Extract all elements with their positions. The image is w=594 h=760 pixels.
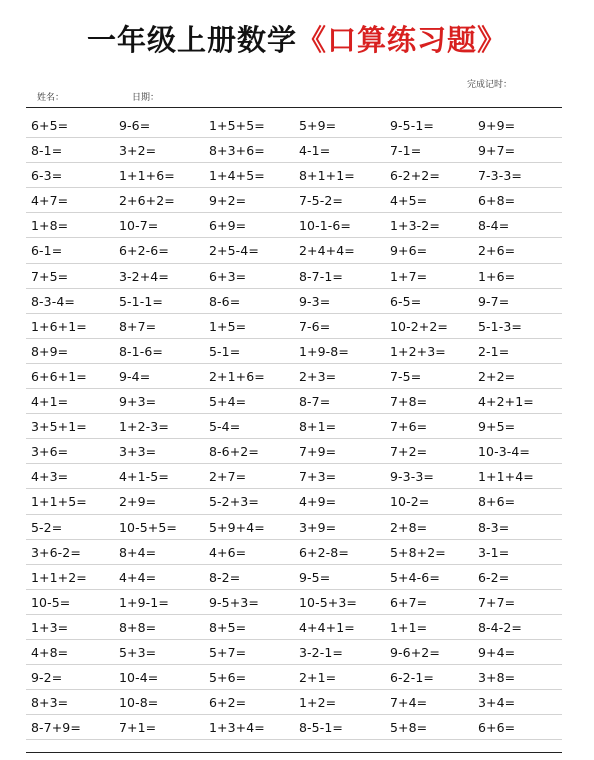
problem-cell: 10-2+2= (390, 318, 448, 334)
problem-cell: 5-2= (31, 519, 63, 535)
problem-cell: 1+2-3= (119, 419, 169, 435)
problem-cell: 8-3-4= (31, 293, 75, 309)
problem-row (26, 565, 562, 590)
problem-cell: 7+1= (119, 720, 157, 736)
problem-cell: 2+3= (299, 368, 337, 384)
problem-row (26, 339, 562, 364)
problem-cell: 9+9= (478, 118, 516, 133)
problem-cell: 4+4= (119, 569, 157, 585)
problem-row (26, 389, 562, 414)
problem-row (26, 264, 562, 289)
problem-cell: 9-5+3= (209, 594, 259, 610)
problem-row (26, 439, 562, 464)
header-divider (26, 107, 562, 108)
problem-cell: 8-1= (31, 143, 63, 159)
problem-cell: 6-2= (478, 569, 510, 585)
footer-divider (26, 752, 562, 753)
problem-cell: 5+7= (209, 644, 247, 660)
problem-cell: 5+4= (209, 394, 247, 410)
problem-cell: 6-3= (31, 168, 63, 184)
problem-row (26, 364, 562, 389)
problem-cell: 4+8= (31, 644, 69, 660)
problem-cell: 9+7= (478, 143, 516, 159)
problem-row (26, 615, 562, 640)
problem-cell: 6+8= (478, 193, 516, 209)
problem-cell: 6+3= (209, 268, 247, 284)
problem-cell: 8-3= (478, 519, 510, 535)
problem-cell: 7+6= (390, 419, 428, 435)
problem-cell: 1+1= (390, 619, 428, 635)
problem-cell: 2+5-4= (209, 243, 259, 259)
problem-cell: 9+4= (478, 644, 516, 660)
problem-cell: 4+2+1= (478, 394, 534, 410)
problem-row (26, 163, 562, 188)
problem-cell: 1+6= (478, 268, 516, 284)
problem-row (26, 213, 562, 238)
problem-cell: 8-7+9= (31, 720, 81, 736)
problem-row (26, 314, 562, 339)
problem-cell: 9-6= (119, 118, 151, 133)
problem-cell: 9+3= (119, 394, 157, 410)
problem-cell: 5-2+3= (209, 494, 259, 510)
problem-cell: 5+8= (390, 720, 428, 736)
problem-cell: 1+4+5= (209, 168, 265, 184)
problem-cell: 2+6= (478, 243, 516, 259)
problem-row (26, 590, 562, 615)
problem-cell: 9+2= (209, 193, 247, 209)
problem-cell: 10-2= (390, 494, 430, 510)
problem-cell: 2+1= (299, 670, 337, 686)
problem-cell: 4+9= (299, 494, 337, 510)
problem-cell: 5-1-3= (478, 318, 522, 334)
problem-cell: 1+9-8= (299, 343, 349, 359)
problem-cell: 6-5= (390, 293, 422, 309)
problem-cell: 8+7= (119, 318, 157, 334)
problem-cell: 5+4-6= (390, 569, 440, 585)
timer-label: 完成记时： (467, 80, 513, 90)
problem-cell: 6+7= (390, 594, 428, 610)
problem-cell: 8-6+2= (209, 444, 259, 460)
problem-grid (26, 113, 562, 740)
problem-cell: 7+5= (31, 268, 69, 284)
problem-cell: 6+5= (31, 118, 69, 133)
problem-cell: 5+9= (299, 118, 337, 133)
problem-cell: 10-7= (119, 218, 159, 234)
problem-cell: 7+2= (390, 444, 428, 460)
problem-cell: 3+6= (31, 444, 69, 460)
problem-cell: 4+1= (31, 394, 69, 410)
problem-cell: 2+2= (478, 368, 516, 384)
problem-row (26, 113, 562, 138)
problem-cell: 6+2-8= (299, 544, 349, 560)
problem-cell: 1+8= (31, 218, 69, 234)
problem-cell: 5+9+4= (209, 519, 265, 535)
problem-cell: 10-5= (31, 594, 71, 610)
problem-cell: 7-6= (299, 318, 331, 334)
problem-cell: 8+3= (31, 695, 69, 711)
problem-cell: 3+5+1= (31, 419, 87, 435)
problem-cell: 2+8= (390, 519, 428, 535)
problem-row (26, 289, 562, 314)
page-title (0, 18, 594, 59)
problem-cell: 7-3-3= (478, 168, 522, 184)
title-highlight: 《口算练习题》 (297, 23, 508, 57)
problem-cell: 6-2-1= (390, 670, 434, 686)
problem-cell: 4+7= (31, 193, 69, 209)
problem-cell: 7+9= (299, 444, 337, 460)
problem-cell: 5-1= (209, 343, 241, 359)
problem-cell: 8+9= (31, 343, 69, 359)
problem-row (26, 138, 562, 163)
problem-cell: 8-7-1= (299, 268, 343, 284)
problem-cell: 5+6= (209, 670, 247, 686)
problem-cell: 5-4= (209, 419, 241, 435)
problem-cell: 9-6+2= (390, 644, 440, 660)
problem-cell: 10-5+3= (299, 594, 357, 610)
problem-cell: 10-4= (119, 670, 159, 686)
problem-cell: 6+2= (209, 695, 247, 711)
problem-cell: 9-3= (299, 293, 331, 309)
problem-cell: 8+4= (119, 544, 157, 560)
problem-row (26, 640, 562, 665)
problem-cell: 2+9= (119, 494, 157, 510)
problem-cell: 9-2= (31, 670, 63, 686)
problem-cell: 8-4= (478, 218, 510, 234)
problem-cell: 8+8= (119, 619, 157, 635)
problem-cell: 6+9= (209, 218, 247, 234)
problem-cell: 10-8= (119, 695, 159, 711)
problem-cell: 2+4+4= (299, 243, 355, 259)
title-main: 一年级上册数学 (86, 23, 297, 57)
problem-cell: 9-3-3= (390, 469, 434, 485)
problem-cell: 9+6= (390, 243, 428, 259)
name-label: 姓名： (37, 93, 65, 103)
problem-cell: 6-2+2= (390, 168, 440, 184)
problem-row (26, 414, 562, 439)
problem-cell: 3+3= (119, 444, 157, 460)
problem-row (26, 464, 562, 489)
problem-cell: 10-5+5= (119, 519, 177, 535)
problem-row (26, 238, 562, 263)
problem-cell: 7-5-2= (299, 193, 343, 209)
problem-cell: 8+6= (478, 494, 516, 510)
problem-cell: 8+5= (209, 619, 247, 635)
problem-cell: 1+1+6= (119, 168, 175, 184)
problem-row (26, 715, 562, 740)
problem-cell: 8-2= (209, 569, 241, 585)
problem-cell: 8-7= (299, 394, 331, 410)
problem-cell: 3+6-2= (31, 544, 81, 560)
problem-cell: 10-3-4= (478, 444, 531, 460)
problem-cell: 7-5= (390, 368, 422, 384)
problem-row (26, 188, 562, 213)
problem-cell: 3+9= (299, 519, 337, 535)
problem-cell: 6+6= (478, 720, 516, 736)
problem-cell: 3+4= (478, 695, 516, 711)
problem-cell: 5+8+2= (390, 544, 446, 560)
problem-cell: 6+6+1= (31, 368, 87, 384)
problem-cell: 1+1+5= (31, 494, 87, 510)
problem-row (26, 690, 562, 715)
problem-cell: 1+7= (390, 268, 428, 284)
problem-cell: 4+4+1= (299, 619, 355, 635)
problem-cell: 2+6+2= (119, 193, 175, 209)
problem-cell: 1+3= (31, 619, 69, 635)
problem-cell: 1+3-2= (390, 218, 440, 234)
problem-cell: 5+3= (119, 644, 157, 660)
problem-row (26, 489, 562, 514)
problem-cell: 4+5= (390, 193, 428, 209)
problem-cell: 1+6+1= (31, 318, 87, 334)
problem-cell: 9+5= (478, 419, 516, 435)
problem-cell: 4-1= (299, 143, 331, 159)
problem-cell: 8-4-2= (478, 619, 522, 635)
problem-cell: 1+5+5= (209, 118, 265, 133)
problem-cell: 9-5= (299, 569, 331, 585)
problem-row (26, 540, 562, 565)
problem-cell: 1+5= (209, 318, 247, 334)
problem-cell: 9-5-1= (390, 118, 434, 133)
problem-cell: 10-1-6= (299, 218, 352, 234)
problem-cell: 9-4= (119, 368, 151, 384)
problem-cell: 7+3= (299, 469, 337, 485)
problem-cell: 1+1+4= (478, 469, 534, 485)
problem-cell: 7+4= (390, 695, 428, 711)
problem-cell: 7+8= (390, 394, 428, 410)
problem-cell: 5-1-1= (119, 293, 163, 309)
problem-cell: 3-1= (478, 544, 510, 560)
problem-cell: 1+2= (299, 695, 337, 711)
problem-cell: 2+1+6= (209, 368, 265, 384)
problem-cell: 3-2-1= (299, 644, 343, 660)
problem-cell: 7-1= (390, 143, 422, 159)
problem-cell: 2+7= (209, 469, 247, 485)
problem-cell: 3+2= (119, 143, 157, 159)
problem-cell: 8+1= (299, 419, 337, 435)
problem-cell: 1+1+2= (31, 569, 87, 585)
problem-cell: 8-5-1= (299, 720, 343, 736)
problem-cell: 3+8= (478, 670, 516, 686)
problem-cell: 3-2+4= (119, 268, 169, 284)
problem-cell: 8-1-6= (119, 343, 163, 359)
problem-cell: 9-7= (478, 293, 510, 309)
problem-cell: 4+3= (31, 469, 69, 485)
problem-cell: 6+2-6= (119, 243, 169, 259)
problem-cell: 8+3+6= (209, 143, 265, 159)
problem-row (26, 665, 562, 690)
problem-cell: 1+3+4= (209, 720, 265, 736)
problem-cell: 6-1= (31, 243, 63, 259)
problem-cell: 4+6= (209, 544, 247, 560)
problem-cell: 2-1= (478, 343, 510, 359)
date-label: 日期： (132, 93, 160, 103)
problem-cell: 8+1+1= (299, 168, 355, 184)
problem-cell: 1+9-1= (119, 594, 169, 610)
problem-cell: 7+7= (478, 594, 516, 610)
problem-cell: 4+1-5= (119, 469, 169, 485)
problem-cell: 1+2+3= (390, 343, 446, 359)
problem-cell: 8-6= (209, 293, 241, 309)
problem-row (26, 515, 562, 540)
